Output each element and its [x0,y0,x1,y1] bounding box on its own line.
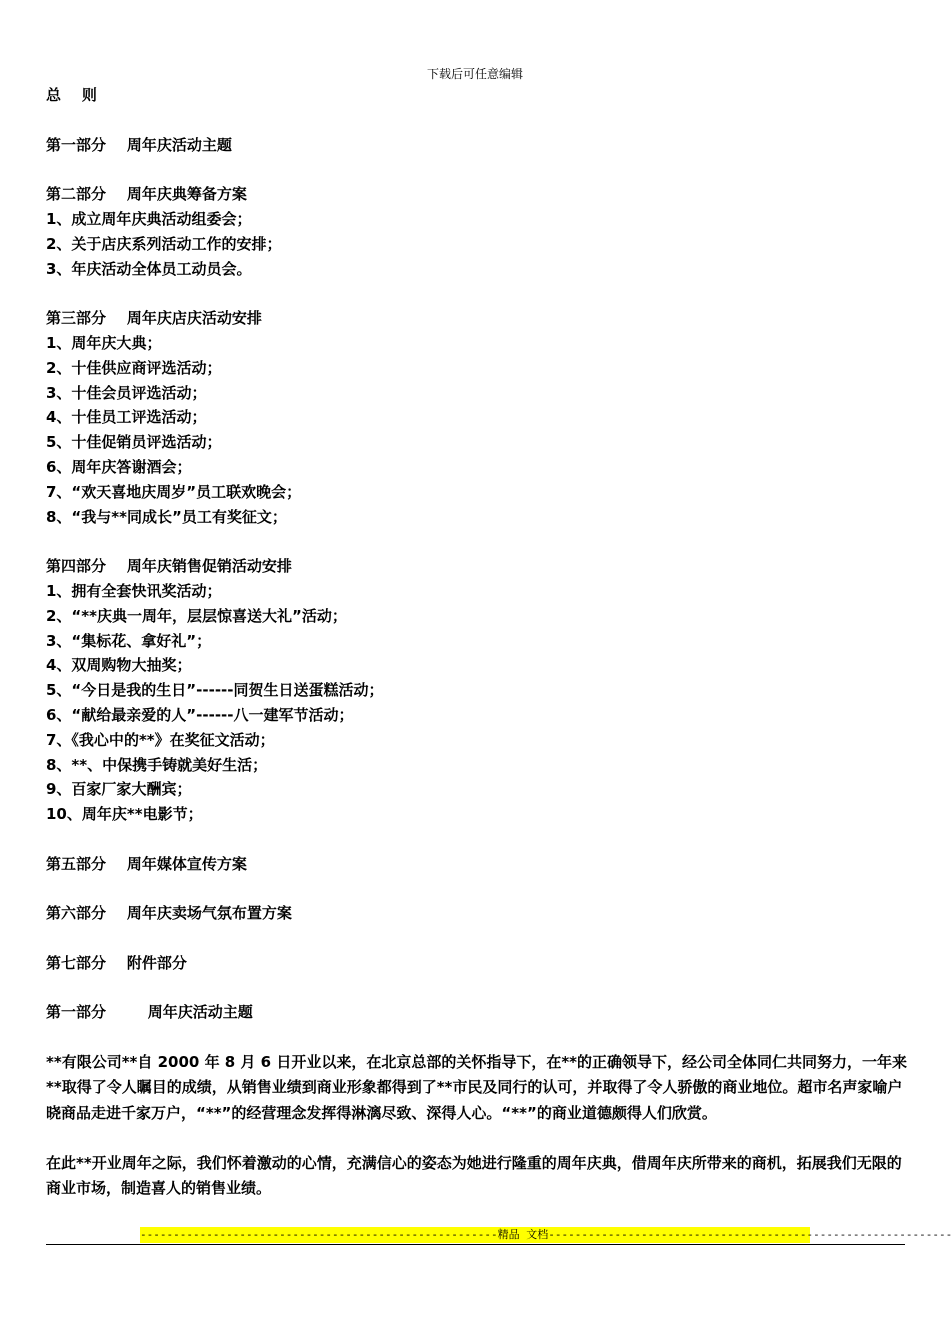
list-item: 8、“我与**同成长”员工有奖征文； [46,507,287,526]
part2-title: 第二部分 周年庆典筹备方案 [46,185,247,204]
spacer [46,108,908,133]
part1-title: 第一部分 周年庆活动主题 [46,135,232,154]
list-item: 1、周年庆大典； [46,333,162,352]
spacer [46,281,908,306]
list-item: 2、“**庆典一周年，层层惊喜送大礼”活动； [46,606,347,625]
general-title: 总 则 [46,86,97,104]
part6-title: 第六部分 周年庆卖场气氛布置方案 [46,904,292,923]
section1-paragraph-1: **有限公司**自 2000 年 8 月 6 日开业以来，在北京总部的关怀指导下，在**的正确领导下，经公司全体同仁共同努力，一年来**取得了令人瞩目的成绩，从销售业绩到商业形象都得到了**市民及同行的认可，并取得了令人骄傲的商业地位。超市名声家喻户晓商品走进千家万户，“**”的经营理念发挥得淋漓尽致、深得人心。“**”的商业道德颇得人们欣赏。 [46,1053,908,1122]
list-item: 4、十佳员工评选活动； [46,408,207,427]
spacer [46,926,908,951]
list-item: 9、百家厂家大酬宾； [46,780,192,799]
list-item: 7、《我心中的**》在奖征文活动； [46,730,275,749]
list-item: 5、“今日是我的生日”------同贺生日送蛋糕活动； [46,681,384,700]
list-item: 2、关于店庆系列活动工作的安排； [46,234,282,253]
spacer [46,827,908,852]
part4-title: 第四部分 周年庆销售促销活动安排 [46,557,292,576]
list-item: 7、“欢天喜地庆周岁”员工联欢晚会； [46,482,302,501]
spacer [46,976,908,1001]
spacer [46,529,908,554]
part7-title: 第七部分 附件部分 [46,953,187,972]
list-item: 10、周年庆**电影节； [46,805,203,824]
footer-rule [46,1244,905,1245]
list-item: 8、**、中保携手铸就美好生活； [46,755,268,774]
list-item: 6、“献给最亲爱的人”------八一建军节活动； [46,705,354,724]
list-item: 5、十佳促销员评选活动； [46,433,222,452]
spacer [46,1126,908,1151]
list-item: 1、成立周年庆典活动组委会； [46,209,252,228]
part3-title: 第三部分 周年庆店庆活动安排 [46,309,262,328]
list-item: 1、拥有全套快讯奖活动； [46,581,222,600]
section1-paragraph-2: 在此**开业周年之际，我们怀着激动的心情，充满信心的姿态为她进行隆重的周年庆典，借周年庆所带来的商机，拓展我们无限的商业市场，制造喜人的销售业绩。 [46,1153,902,1198]
list-item: 3、“集标花、拿好礼”； [46,631,212,650]
spacer [46,877,908,902]
part5-title: 第五部分 周年媒体宣传方案 [46,854,247,873]
spacer [46,157,908,182]
list-item: 3、年庆活动全体员工动员会。 [46,259,252,278]
list-item: 6、周年庆答谢酒会； [46,457,192,476]
document-body [46,83,908,1201]
header-note: 下载后可任意编辑 [426,67,523,81]
section1-title: 第一部分 周年庆活动主题 [46,1003,253,1022]
spacer [46,1025,908,1050]
list-item: 3、十佳会员评选活动； [46,383,207,402]
list-item: 2、十佳供应商评选活动； [46,358,222,377]
footer-watermark-band: ------------------------------------------------------精品 文档------------------------------------------------------------- [140,1228,952,1241]
list-item: 4、双周购物大抽奖； [46,656,192,675]
